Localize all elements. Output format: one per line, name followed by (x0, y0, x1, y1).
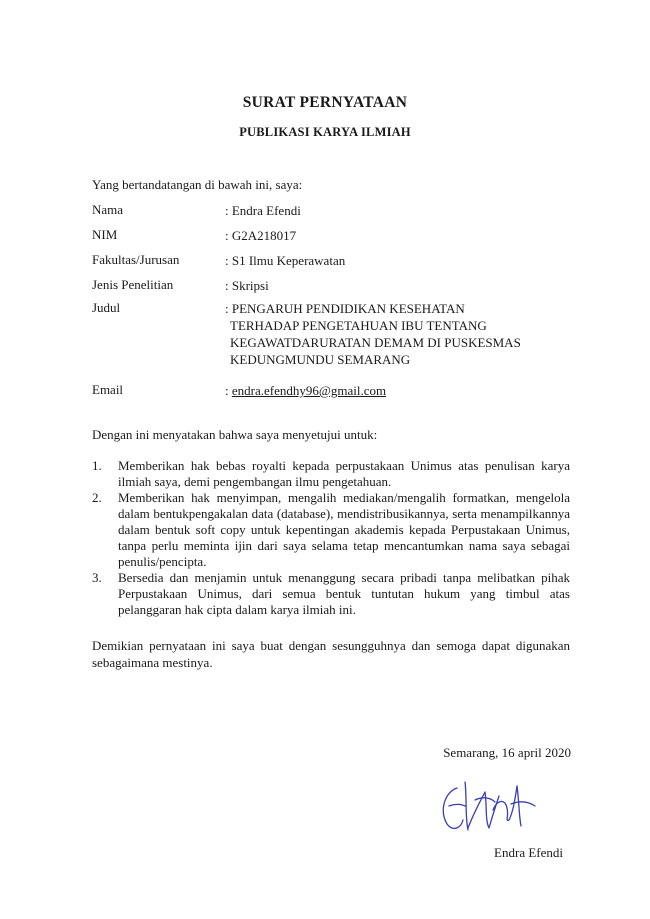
field-value-research-type: : Skripsi (225, 278, 269, 293)
title-line-4: KEDUNGMUNDU SEMARANG (230, 352, 411, 367)
field-label-email: Email (92, 382, 124, 397)
field-value-email (225, 382, 386, 399)
field-value-nim: : G2A218017 (225, 228, 297, 243)
field-label-nim: NIM (92, 227, 118, 242)
list-item-number: 3. (92, 570, 102, 585)
email-prefix: : (225, 383, 232, 398)
list-item-text: Memberikan hak bebas royalti kepada perpustakaan Unimus atas penulisan karya ilmiah saya, demi pengembangan ilmu pengetahuan. (118, 458, 570, 489)
field-value-title (225, 300, 521, 368)
email-link[interactable]: endra.efendhy96@gmail.com (231, 383, 387, 398)
document-title: SURAT PERNYATAAN (242, 94, 408, 111)
title-line-3: KEGAWATDARURATAN DEMAM DI PUSKESMAS (230, 335, 521, 350)
handwritten-signature (435, 770, 545, 840)
list-item-number: 1. (92, 458, 102, 473)
title-line-1: : PENGARUH PENDIDIKAN KESEHATAN (225, 301, 465, 316)
field-value-faculty: : S1 Ilmu Keperawatan (225, 253, 346, 268)
list-item (92, 570, 570, 618)
closing-paragraph: Demikian pernyataan ini saya buat dengan sesungguhnya dan semoga dapat digunakan sebagaimana mestinya. (92, 638, 570, 670)
list-item-number: 2. (92, 490, 102, 505)
title-line-2: TERHADAP PENGETAHUAN IBU TENTANG (230, 318, 487, 333)
field-label-research-type: Jenis Penelitian (92, 277, 174, 292)
list-item-text: Memberikan hak menyimpan, mengalih mediakan/mengalih formatkan, mengelola dalam bentukpengakalan data (database), mendistribusikannya, serta menampilkannya dalam bentuk soft copy untuk kepentingan akademis kepada Perpustakaan Unimus, tanpa perlu meminta ijin dari saya selama tetap mencantumkan nama saya sebagai penulis/pencipta. (118, 490, 570, 569)
field-label-faculty: Fakultas/Jurusan (92, 252, 180, 267)
intro-text: Yang bertandatangan di bawah ini, saya: (92, 177, 303, 192)
list-item (92, 458, 570, 490)
field-label-title: Judul (92, 300, 121, 315)
place-date: Semarang, 16 april 2020 (443, 745, 571, 760)
list-item (92, 490, 570, 570)
field-label-name: Nama (92, 202, 124, 217)
signer-name: Endra Efendi (494, 845, 563, 860)
agreement-list (92, 458, 570, 618)
document-subtitle: PUBLIKASI KARYA ILMIAH (239, 125, 411, 139)
list-item-text: Bersedia dan menjamin untuk menanggung secara pribadi tanpa melibatkan pihak Perpustakaan Unimus, dari semua bentuk tuntutan hukum yang timbul atas pelanggaran hak cipta dalam karya ilmiah ini. (118, 570, 570, 617)
agreement-intro: Dengan ini menyatakan bahwa saya menyetujui untuk: (92, 427, 378, 442)
field-value-name: : Endra Efendi (225, 203, 301, 218)
